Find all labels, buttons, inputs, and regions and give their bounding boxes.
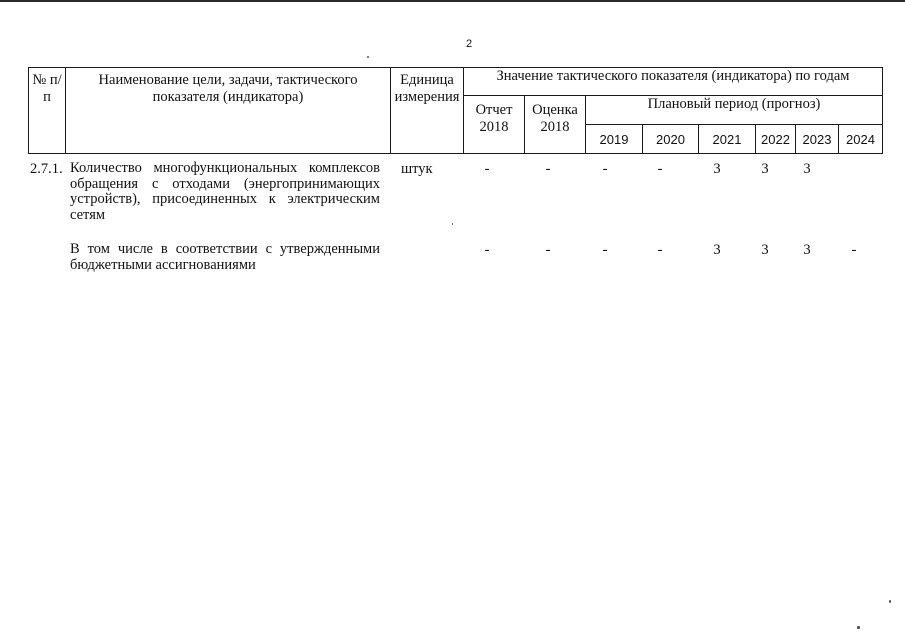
col-values-header: Значение тактического показателя (индикатора) по годам [464,68,883,96]
value-2023: 3 [803,242,811,258]
year-header: 2019 [586,125,643,154]
year-header: 2022 [756,125,796,154]
value-2021: 3 [713,242,721,258]
unit-of-measure: штук [401,161,433,177]
year-header: 2023 [796,125,839,154]
scan-speck [889,600,891,603]
indicator-name: В том числе в соответствии с утвержденными бюджетными ассигнованиями [70,241,380,273]
value-2022: 3 [761,161,769,177]
row-number: 2.7.1. [30,161,63,177]
value-report-2018: - [484,161,490,177]
top-border-line [0,0,905,2]
year-header: 2024 [839,125,883,154]
indicator-name: Количество многофункциональных комплексов обращения с отходами (энергопринимающих устройств), присоединенных к электрическим сетям [70,160,380,223]
value-estimate-2018: - [545,242,551,258]
value-estimate-2018: - [545,161,551,177]
col-unit-header: Единица измерения [391,68,464,154]
col-report-header: Отчет 2018 [464,96,525,154]
value-2020: - [657,242,663,258]
year-header: 2021 [699,125,756,154]
value-2019: - [602,161,608,177]
scan-speck [452,223,453,225]
page-number: 2 [466,38,473,50]
value-2022: 3 [761,242,769,258]
value-2023: 3 [803,161,811,177]
col-number-header: № п/п [29,68,66,154]
scan-speck [367,56,369,58]
value-2024: - [851,242,857,258]
col-estimate-header: Оценка 2018 [525,96,586,154]
value-2021: 3 [713,161,721,177]
year-header: 2020 [643,125,699,154]
scan-speck [857,626,860,629]
value-2019: - [602,242,608,258]
value-report-2018: - [484,242,490,258]
indicator-table-header [28,67,883,154]
col-planned-header: Плановый период (прогноз) [586,96,883,125]
col-name-header: Наименование цели, задачи, тактического показателя (индикатора) [66,68,391,154]
value-2020: - [657,161,663,177]
